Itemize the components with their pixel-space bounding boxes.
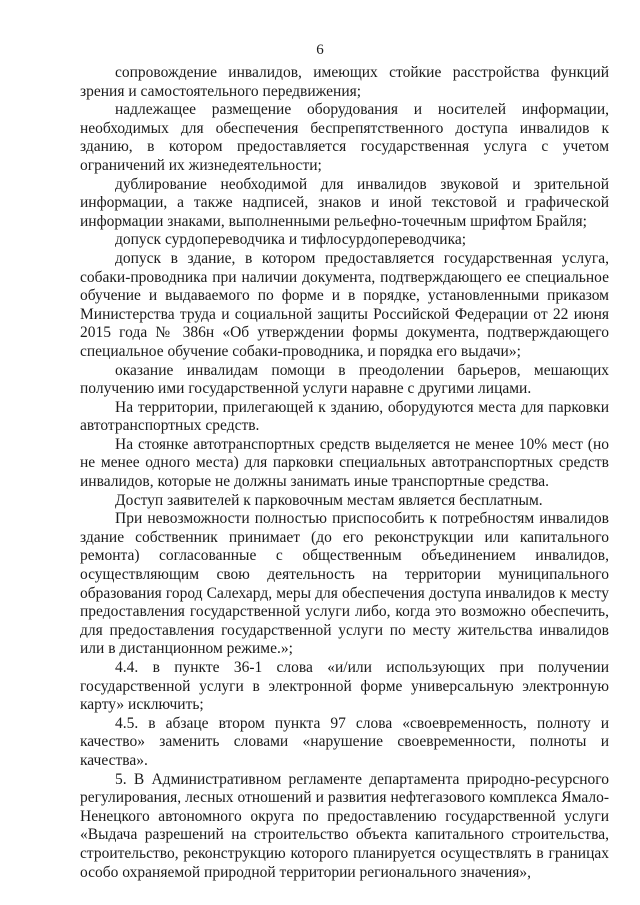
paragraph-equipment-placement: надлежащее размещение оборудования и носителей информации, необходимых для обеспечения беспрепятственного доступа инвалидов к зданию, в котором предоставляется государственная услуга с учетом ограничений их жизнедеятельности; (80, 101, 609, 174)
paragraph-information-duplication: дублирование необходимой для инвалидов звуковой и зрительной информации, а также надписей, знаков и иной текстовой и графической информации знаками, выполненными рельефно-точечным шрифтом Брайля; (80, 175, 609, 230)
paragraph-item-5: 5. В Административном регламенте департамента природно-ресурсного регулирования, лесных отношений и развития нефтегазового комплекса Ямало-Ненецкого автономного округа по предоставлению государственной услуги «Выдача разрешений на строительство объекта капитального строительства, строительство, реконструкцию которого планируется осуществлять в границах особо охраняемой природной территории регионального значения», (80, 770, 609, 881)
paragraph-item-4-5: 4.5. в абзаце втором пункта 97 слова «своевременность, полноту и качество» заменить словами «нарушение своевременности, полноты и качества». (80, 714, 609, 769)
paragraph-guide-dog: допуск в здание, в котором предоставляется государственная услуга, собаки-проводника при наличии документа, подтверждающего ее специальное обучение и выдаваемого по форме и в порядке, установленными приказом Министерства труда и социальной защиты Российской Федерации от 22 июня 2015 года № 386н «Об утверждении формы документа, подтверждающего специальное обучение собаки-проводника, и порядка его выдачи»; (80, 249, 609, 360)
document-body (80, 64, 609, 882)
paragraph-barrier-assistance: оказание инвалидам помощи в преодолении барьеров, мешающих получению ими государственной услуги наравне с другими лицами. (80, 361, 609, 398)
paragraph-sign-interpreter: допуск сурдопереводчика и тифлосурдопереводчика; (115, 231, 467, 249)
paragraph-building-adaptation: При невозможности полностью приспособить к потребностям инвалидов здание собственник принимает (до его реконструкции или капитального ремонта) согласованные с общественным объединением инвалидов, осуществляющим свою деятельность на территории муниципального образования город Салехард, меры для обеспечения доступа инвалидов к месту предоставления государственной услуги либо, когда это возможно обеспечить, для предоставления государственной услуги по месту жительства инвалидов или в дистанционном режиме.»; (80, 510, 609, 658)
paragraph-parking-free: Доступ заявителей к парковочным местам является бесплатным. (115, 491, 543, 509)
page-number: 6 (316, 42, 324, 58)
paragraph-item-4-4: 4.4. в пункте 36-1 слова «и/или использующих при получении государственной услуги в электронной форме универсальную электронную карту» исключить; (80, 659, 609, 714)
paragraph-braille-escort: сопровождение инвалидов, имеющих стойкие расстройства функций зрения и самостоятельного передвижения; (80, 64, 609, 100)
paragraph-parking-territory: На территории, прилегающей к зданию, оборудуются места для парковки автотранспортных средств. (80, 398, 609, 435)
paragraph-parking-quota: На стоянке автотранспортных средств выделяется не менее 10% мест (но не менее одного места) для парковки специальных автотранспортных средств инвалидов, которые не должны занимать иные транспортные средства. (80, 435, 609, 491)
